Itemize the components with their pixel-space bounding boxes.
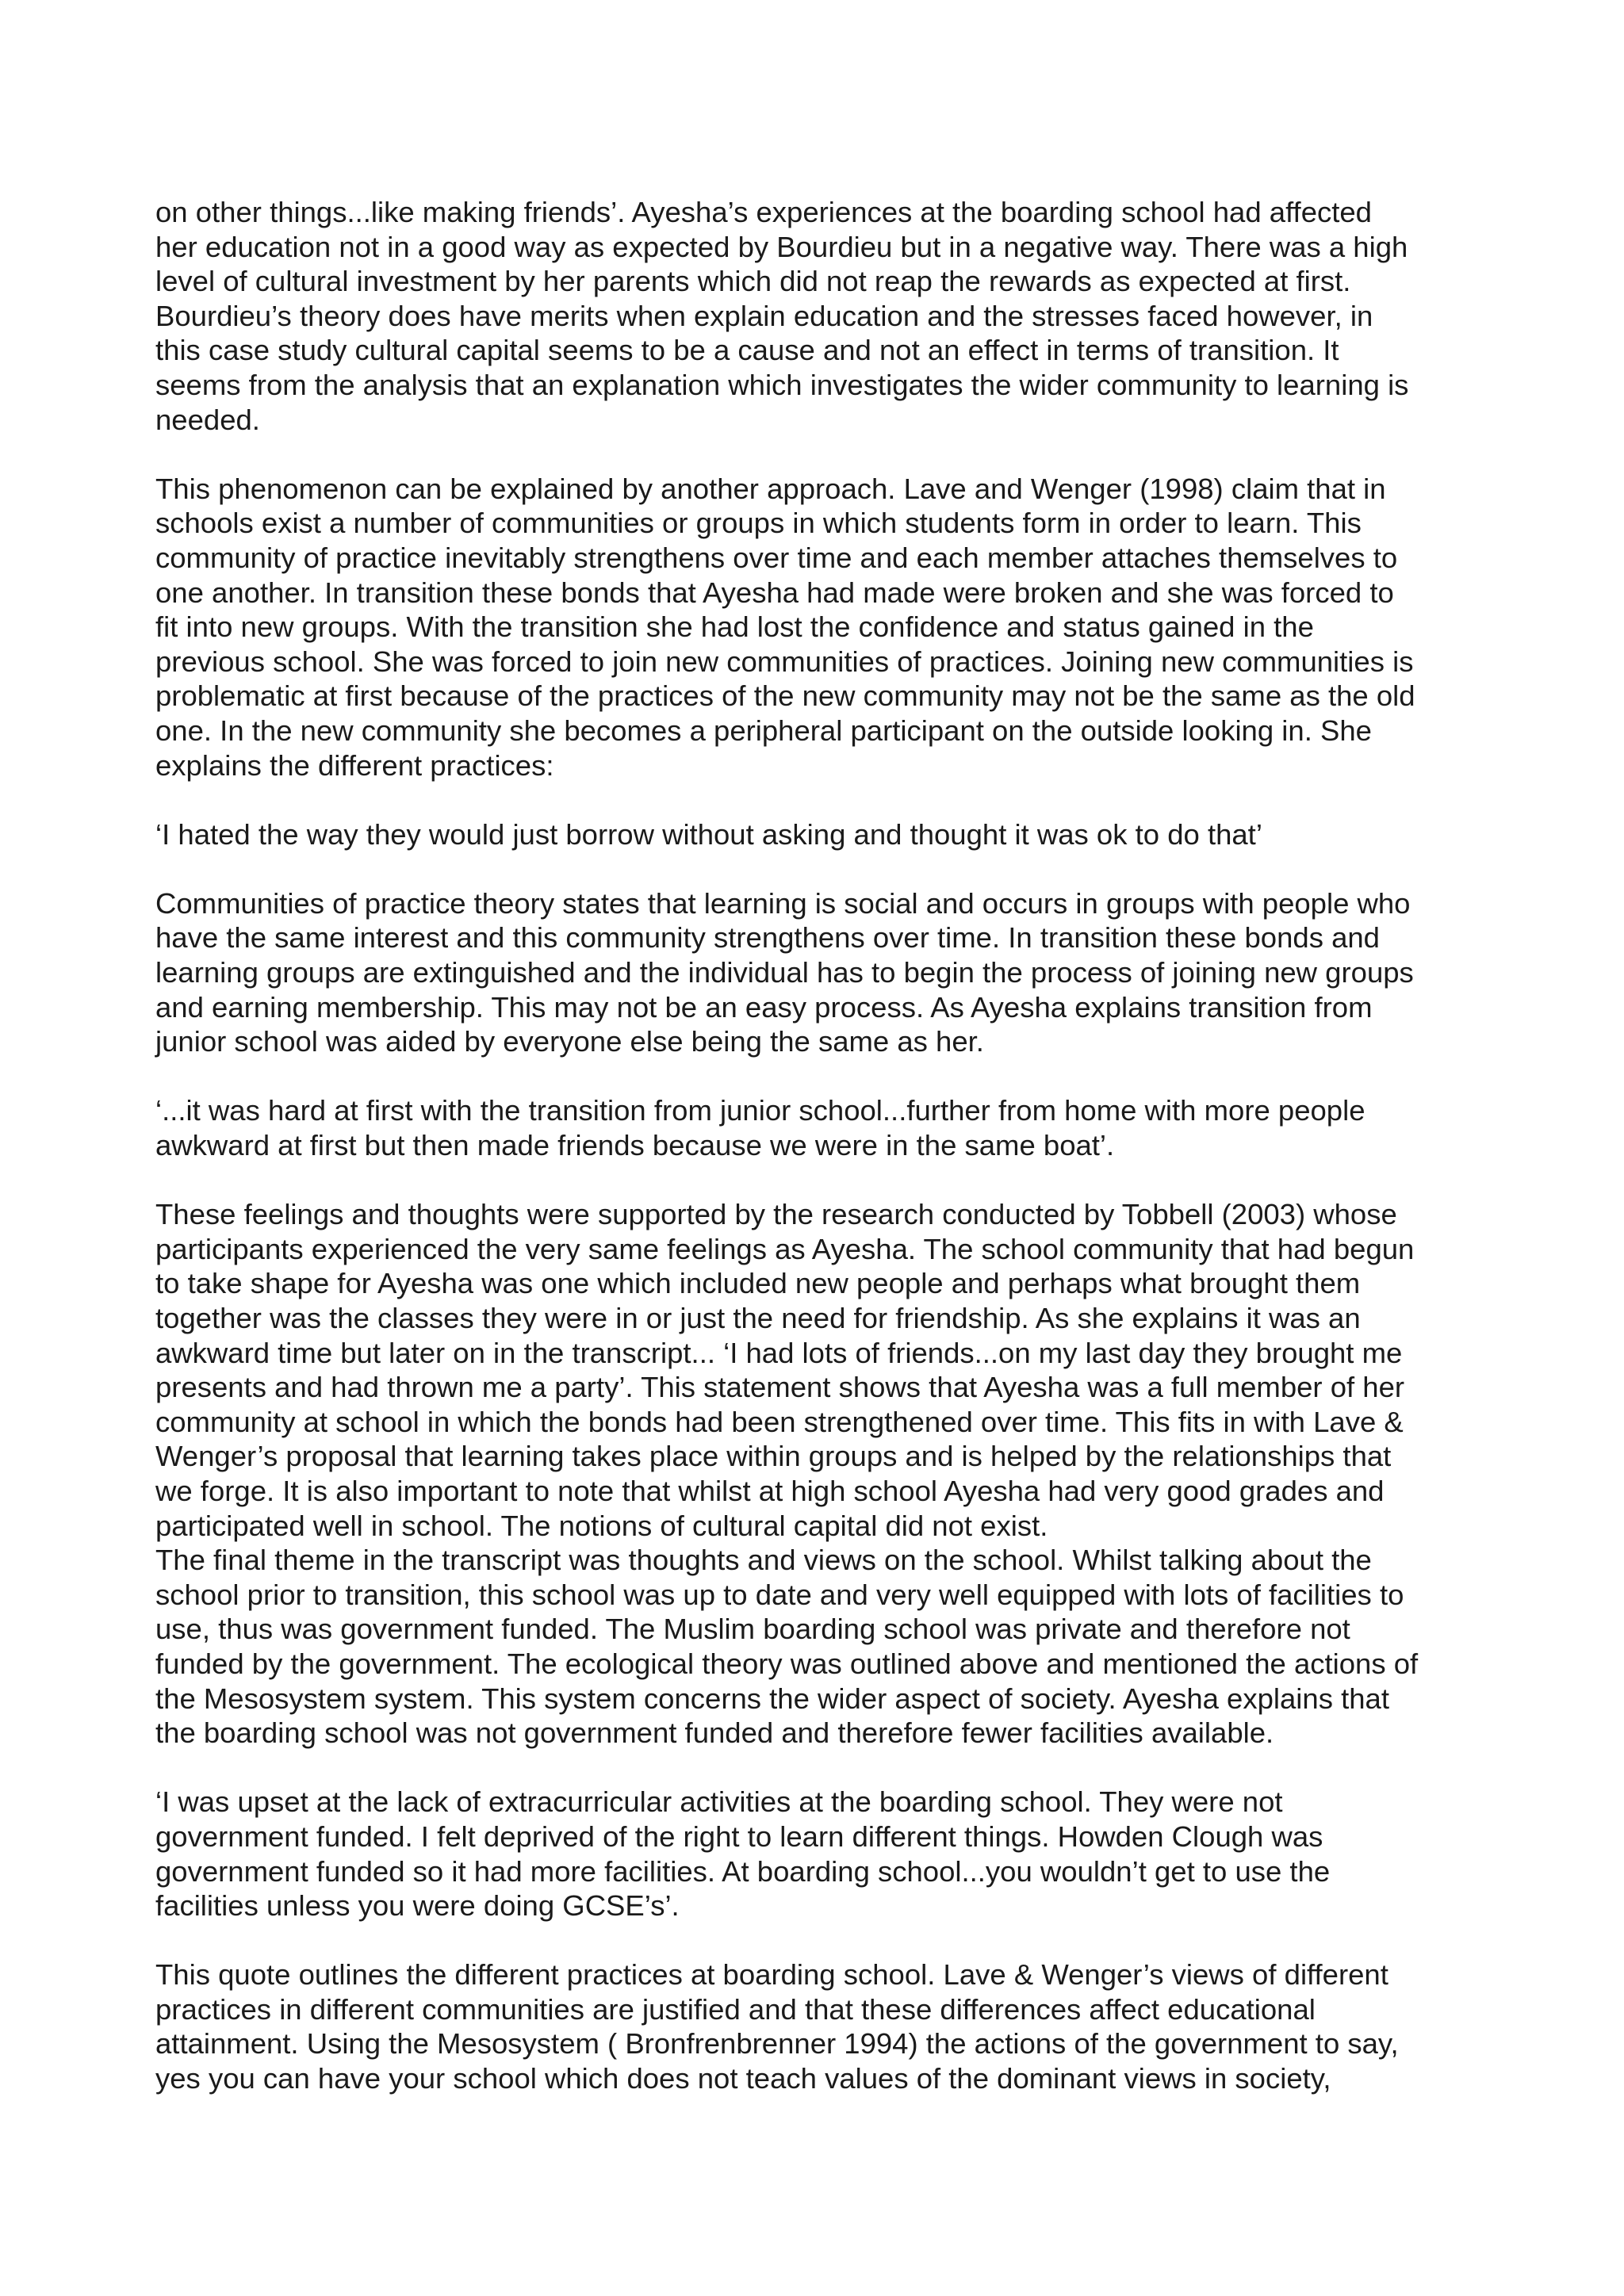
paragraph-mesosystem: This quote outlines the different practices at boarding school. Lave & Wenger’s views of different practices in different communities are justified and that these differences affect educational attainment. Using the Mesosystem ( Bronfrenbrenner 1994) the actions of the government to say, yes you can have your school which does not teach values of the dominant views in society, — [155, 1958, 1399, 2095]
quote-borrow-without-asking: ‘I hated the way they would just borrow without asking and thought it was ok to do that’ — [155, 817, 1262, 851]
paragraph-learning-is-social: Communities of practice theory states that learning is social and occurs in groups with people who have the same interest and this community strengthens over time. In transition these bonds and learning groups are extinguished and the individual has to begin the process of joining new groups and earning membership. This may not be an easy process. As Ayesha explains transition from junior school was aided by everyone else being the same as her. — [155, 886, 1414, 1058]
paragraph-gap — [155, 1059, 1488, 1094]
paragraph-gap — [155, 1163, 1488, 1198]
paragraph-school-views: The final theme in the transcript was thoughts and views on the school. Whilst talking about the school prior to transition, this school was up to date and very well equipped with lots of facilities to use, thus was government funded. The Muslim boarding school was private and therefore not funded by the government. The ecological theory was outlined above and mentioned the actions of the Mesosystem system. This system concerns the wider aspect of society. Ayesha explains that the boarding school was not government funded and therefore fewer facilities available. — [155, 1544, 1419, 1750]
paragraph-bourdieu-conclusion: on other things...like making friends’. Ayesha’s experiences at the boarding school had affected her education not in a good way as expected by Bourdieu but in a negative way. There was a high level of cultural investment by her parents which did not reap the rewards as expected at first. Bourdieu’s theory does have merits when explain education and the stresses faced however, in this case study cultural capital seems to be a cause and not an effect in terms of transition. It seems from the analysis that an explanation which investigates the wider community to learning is needed. — [155, 196, 1409, 436]
paragraph-communities-of-practice: This phenomenon can be explained by another approach. Lave and Wenger (1998) claim that in schools exist a number of communities or groups in which students form in order to learn. This community of practice inevitably strengthens over time and each member attaches themselves to one another. In transition these bonds that Ayesha had made were broken and she was forced to fit into new groups. With the transition she had lost the confidence and status gained in the previous school. She was forced to join new communities of practices. Joining new communities is problematic at first because of the practices of the new community may not be the same as the old one. In the new community she becomes a peripheral participant on the outside looking in. She explains the different practices: — [155, 472, 1415, 782]
paragraph-gap — [155, 783, 1488, 817]
paragraph-gap — [155, 1751, 1488, 1785]
paragraph-gap — [155, 1923, 1488, 1958]
document-body — [155, 195, 1488, 2096]
paragraph-gap — [155, 851, 1488, 886]
paragraph-tobbell-research: These feelings and thoughts were supported by the research conducted by Tobbell (2003) whose participants experienced the very same feelings as Ayesha. The school community that had begun to take shape for Ayesha was one which included new people and perhaps what brought them together was the classes they were in or just the need for friendship. As she explains it was an awkward time but later on in the transcript... ‘I had lots of friends...on my last day they brought me presents and had thrown me a party’. This statement shows that Ayesha was a full member of her community at school in which the bonds had been strengthened over time. This fits in with Lave & Wenger’s proposal that learning takes place within groups and is helped by the relationships that we forge. It is also important to note that whilst at high school Ayesha had very good grades and participated well in school. The notions of cultural capital did not exist. — [155, 1198, 1415, 1542]
quote-extracurricular-activities: ‘I was upset at the lack of extracurricular activities at the boarding school. They were not government funded. I felt deprived of the right to learn different things. Howden Clough was government funded so it had more facilities. At boarding school...you wouldn’t get to use the facilities unless you were doing GCSE’s’. — [155, 1785, 1331, 1923]
quote-junior-school-transition: ‘...it was hard at first with the transition from junior school...further from home with more people awkward at first but then made friends because we were in the same boat’. — [155, 1094, 1365, 1162]
paragraph-gap — [155, 437, 1488, 472]
